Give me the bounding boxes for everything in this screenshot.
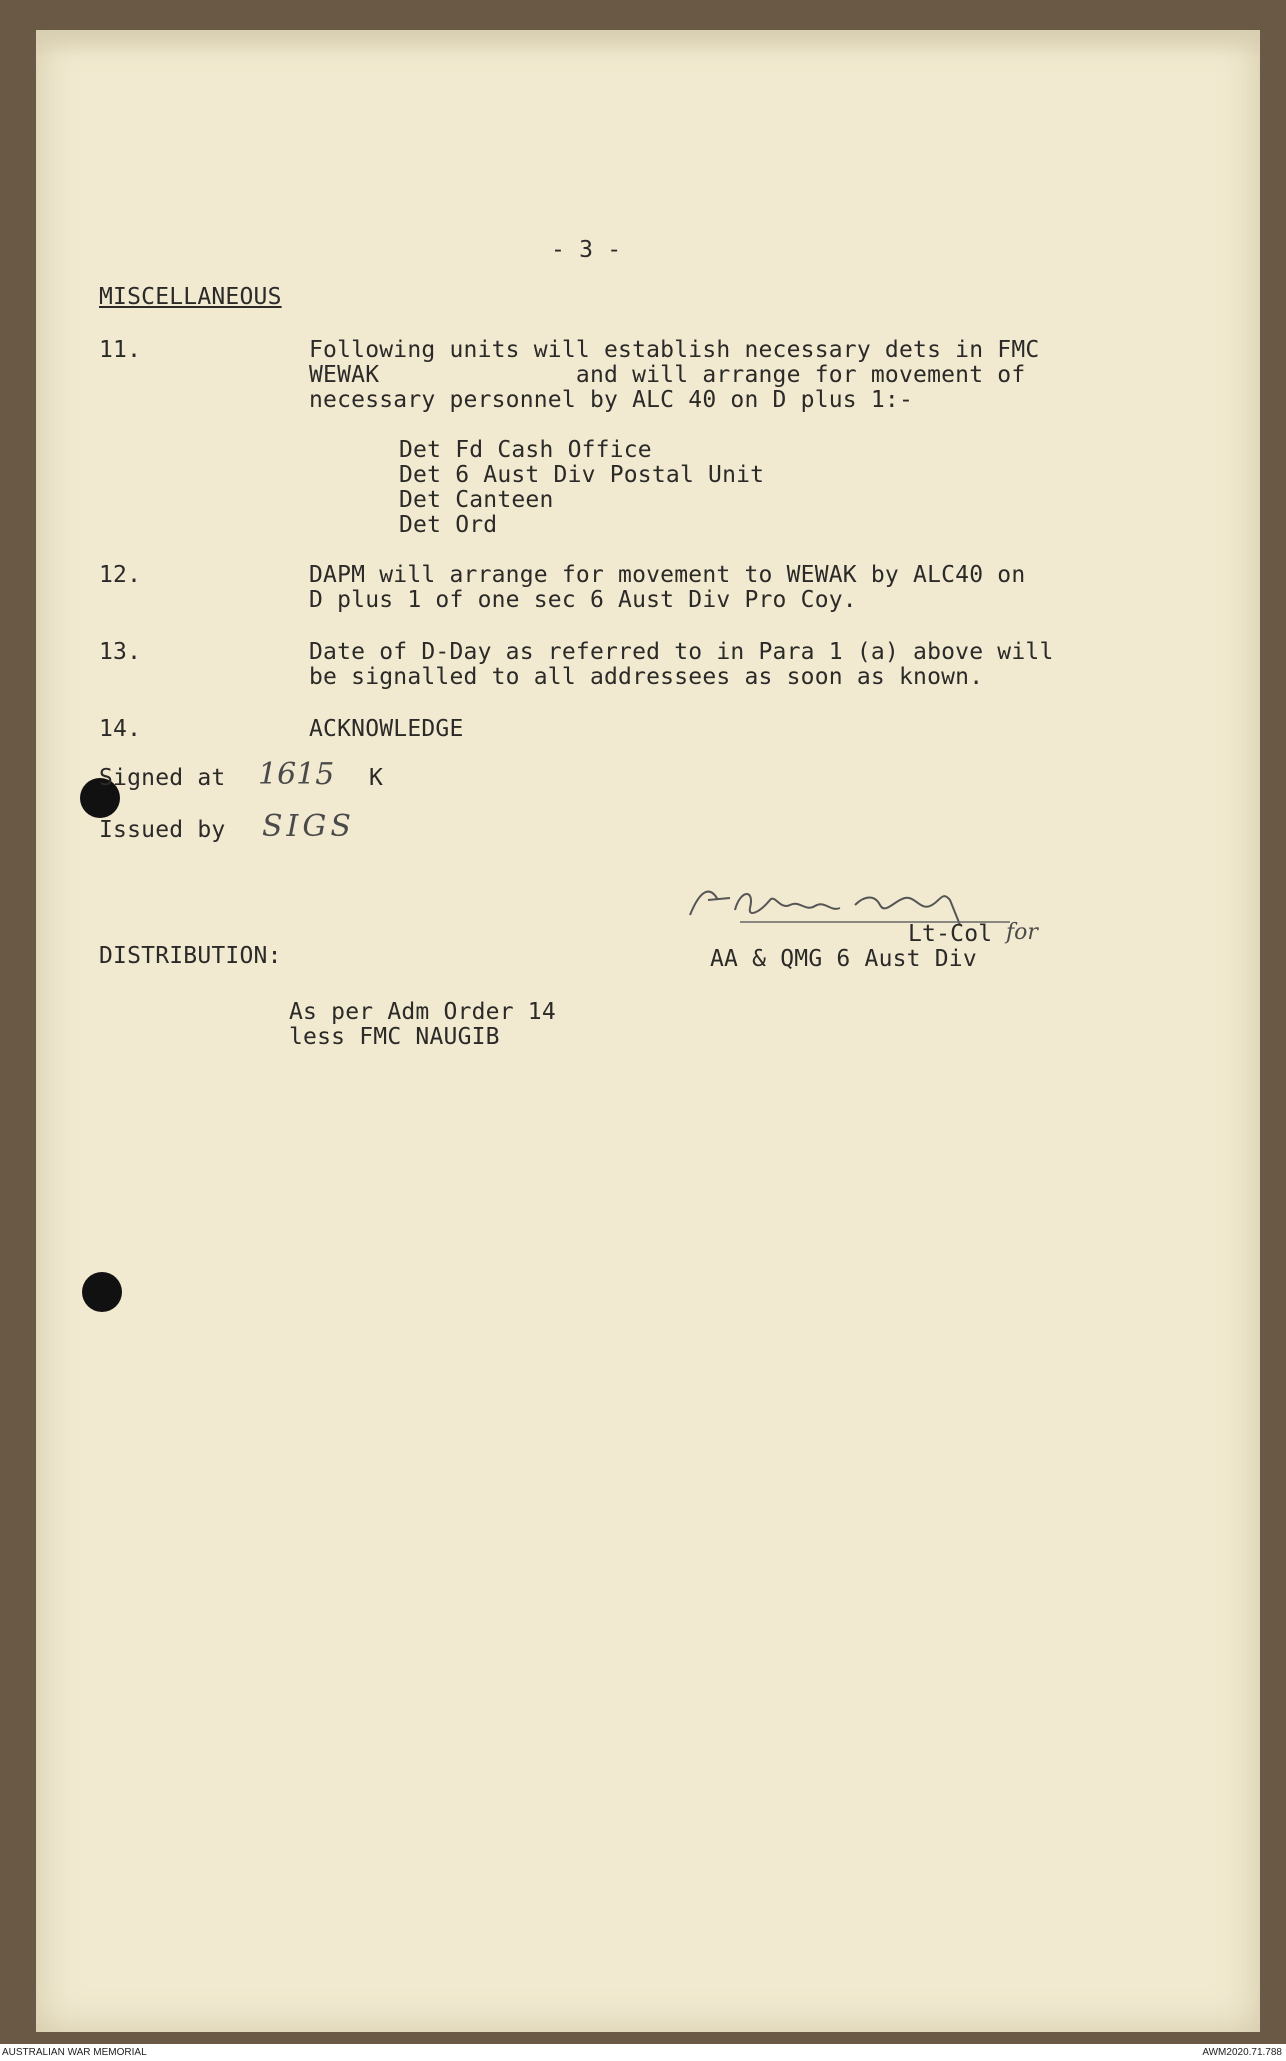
footer-institution: AUSTRALIAN WAR MEMORIAL (2, 2047, 147, 2058)
signature-rank: Lt-Col (908, 921, 993, 947)
para-13-line-1: Date of D-Day as referred to in Para 1 (a) above will (309, 639, 1054, 665)
para-number-14: 14. (99, 716, 142, 742)
distribution-line: As per Adm Order 14 (289, 999, 556, 1025)
para-12-line-2: D plus 1 of one sec 6 Aust Div Pro Coy. (309, 587, 857, 613)
page-number: - 3 - (551, 237, 622, 263)
issued-by-handwritten: SIGS (262, 809, 355, 844)
para-12-line-1: DAPM will arrange for movement to WEWAK by ALC40 on (309, 562, 1026, 588)
distribution-line: less FMC NAUGIB (289, 1024, 500, 1050)
distribution-heading: DISTRIBUTION: (99, 943, 282, 969)
para-11-item: Det Ord (399, 512, 498, 538)
signature-appointment: AA & QMG 6 Aust Div (710, 946, 977, 972)
punch-hole-bottom (82, 1272, 122, 1312)
para-11-line-3: necessary personnel by ALC 40 on D plus 1:- (309, 387, 914, 413)
signed-at-time-handwritten: 1615 (258, 757, 335, 792)
para-number-13: 13. (99, 639, 142, 665)
signed-at-suffix: K (369, 765, 384, 791)
signature-for-handwritten: for (1006, 920, 1038, 945)
para-14-line-1: ACKNOWLEDGE (309, 716, 464, 742)
para-11-line-2: WEWAK and will arrange for movement of (309, 362, 1026, 388)
para-11-item: Det 6 Aust Div Postal Unit (399, 462, 765, 488)
section-heading: MISCELLANEOUS (99, 284, 282, 310)
issued-by-label: Issued by (99, 817, 226, 843)
para-11-item: Det Fd Cash Office (399, 437, 652, 463)
para-11-line-1: Following units will establish necessary dets in FMC (309, 337, 1040, 363)
para-11-item: Det Canteen (399, 487, 554, 513)
signed-at-label: Signed at (99, 765, 226, 791)
para-number-12: 12. (99, 562, 142, 588)
para-number-11: 11. (99, 337, 142, 363)
document-page (36, 30, 1260, 2032)
handwritten-signature (680, 870, 1060, 940)
para-13-line-2: be signalled to all addressees as soon as known. (309, 664, 984, 690)
footer-reference: AWM2020.71.788 (1202, 2047, 1282, 2058)
